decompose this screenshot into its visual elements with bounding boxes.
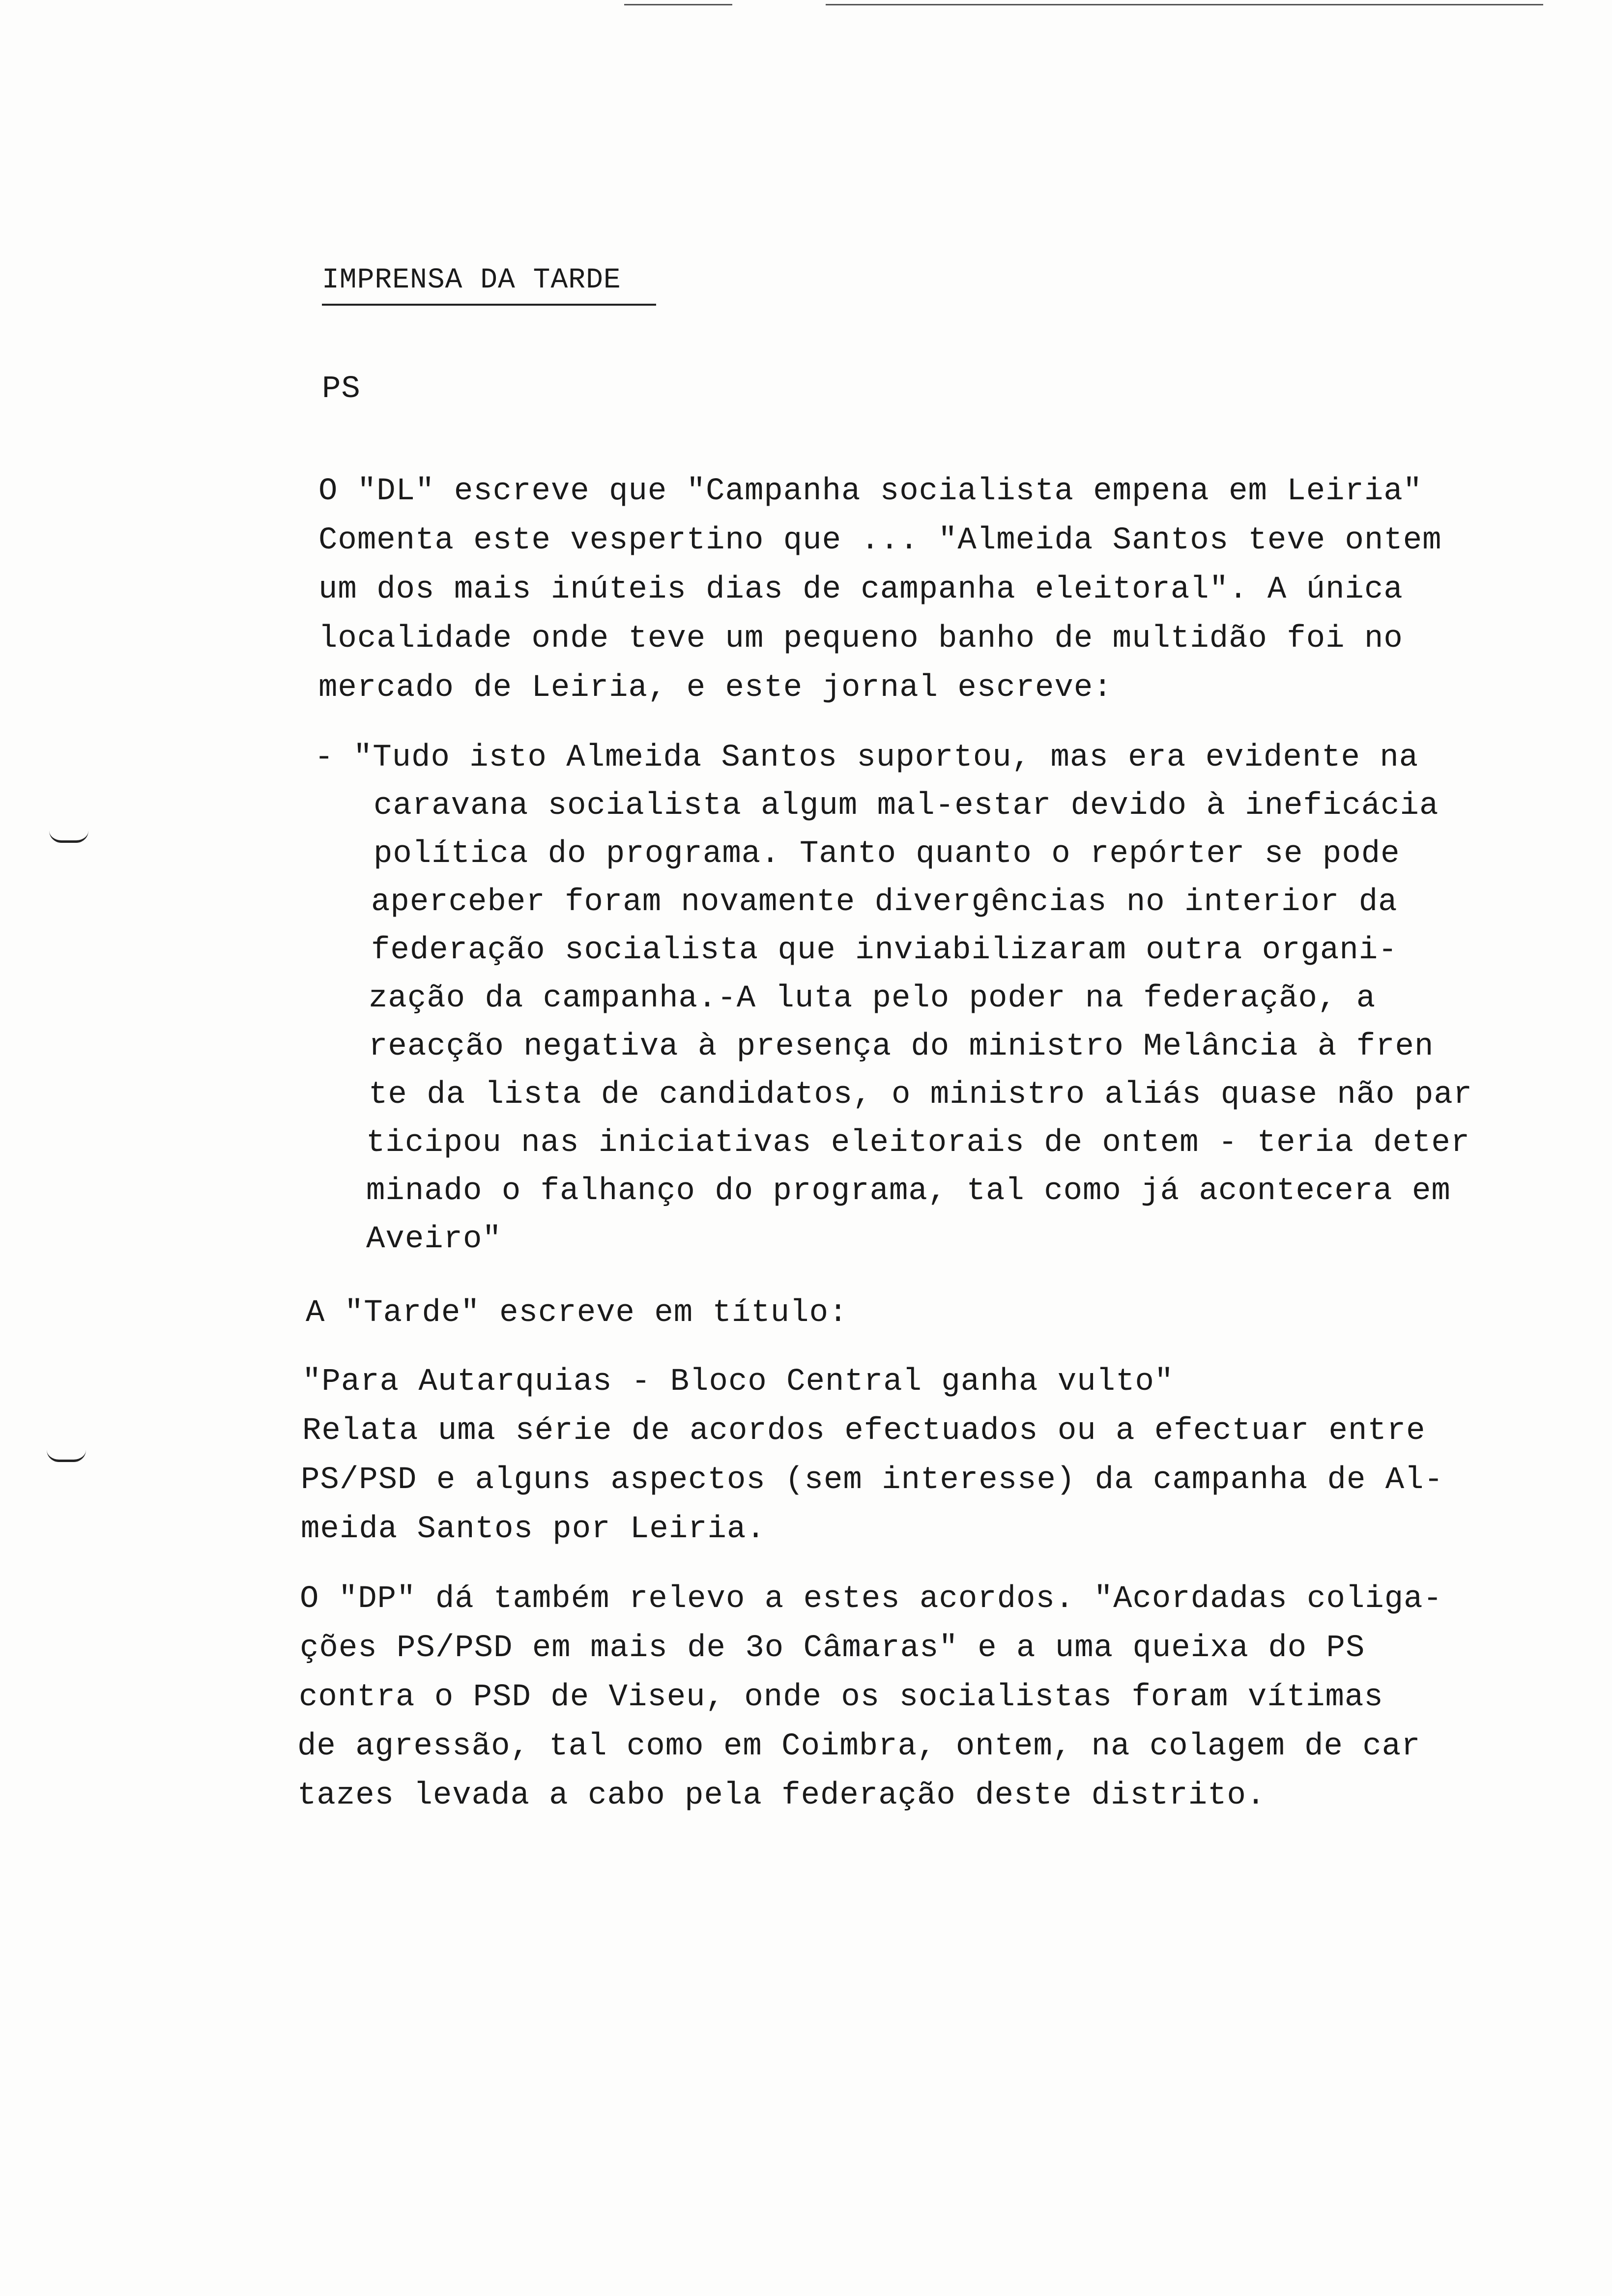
quote-line: reacção negativa à presença do ministro Melância à fren [369,1029,1434,1064]
paragraph3-line: PS/PSD e alguns aspectos (sem interesse) da campanha de Al- [301,1463,1443,1498]
paragraph3-line: "Para Autarquias - Bloco Central ganha vulto" [302,1364,1174,1400]
quote-line: política do programa. Tanto quanto o repórter se pode [374,836,1400,872]
heading-underline [322,304,656,306]
quote-line: zação da campanha.-A luta pelo poder na federação, a [369,981,1376,1016]
paragraph2-line: A "Tarde" escreve em título: [306,1295,848,1331]
paragraph4-line: contra o PSD de Viseu, onde os socialistas foram vítimas [299,1680,1383,1715]
paragraph1-line: mercado de Leiria, e este jornal escreve: [318,670,1113,706]
paragraph3-line: meida Santos por Leiria. [301,1512,766,1547]
quote-line: aperceber foram novamente divergências no interior da [371,885,1398,920]
document-heading: IMPRENSA DA TARDE [322,264,621,296]
top-scan-rule-left [624,4,732,5]
quote-line: Aveiro" [366,1222,502,1257]
quote-line: minado o falhanço do programa, tal como já acontecera em [366,1174,1451,1209]
top-scan-rule-right [826,4,1543,5]
margin-pen-mark [47,1450,86,1462]
quote-line: ticipou nas iniciativas eleitorais de ontem - teria deter [366,1125,1470,1161]
paragraph3-line: Relata uma série de acordos efectuados ou a efectuar entre [302,1413,1426,1449]
quote-line: federação socialista que inviabilizaram outra organi- [371,933,1398,968]
paragraph1-line: Comenta este vespertino que ... "Almeida Santos teve ontem [318,523,1442,558]
paragraph1-line: localidade onde teve um pequeno banho de multidão foi no [318,621,1403,657]
paragraph1-line: um dos mais inúteis dias de campanha eleitoral". A única [318,572,1403,607]
paragraph1-line: O "DL" escreve que "Campanha socialista empena em Leiria" [318,474,1423,509]
quote-line: te da lista de candidatos, o ministro aliás quase não par [369,1077,1473,1113]
quote-line: caravana socialista algum mal-estar devido à ineficácia [374,788,1439,824]
quote-line: - "Tudo isto Almeida Santos suportou, mas era evidente na [315,740,1419,775]
margin-pen-mark [49,831,88,843]
paragraph4-line: O "DP" dá também relevo a estes acordos. "Acordadas coliga- [300,1581,1442,1617]
paragraph4-line: ções PS/PSD em mais de 3o Câmaras" e a uma queixa do PS [300,1631,1365,1666]
paragraph4-line: tazes levada a cabo pela federação deste distrito. [297,1778,1266,1813]
paragraph4-line: de agressão, tal como em Coimbra, ontem, na colagem de car [297,1729,1421,1764]
section-label: PS [322,372,361,407]
